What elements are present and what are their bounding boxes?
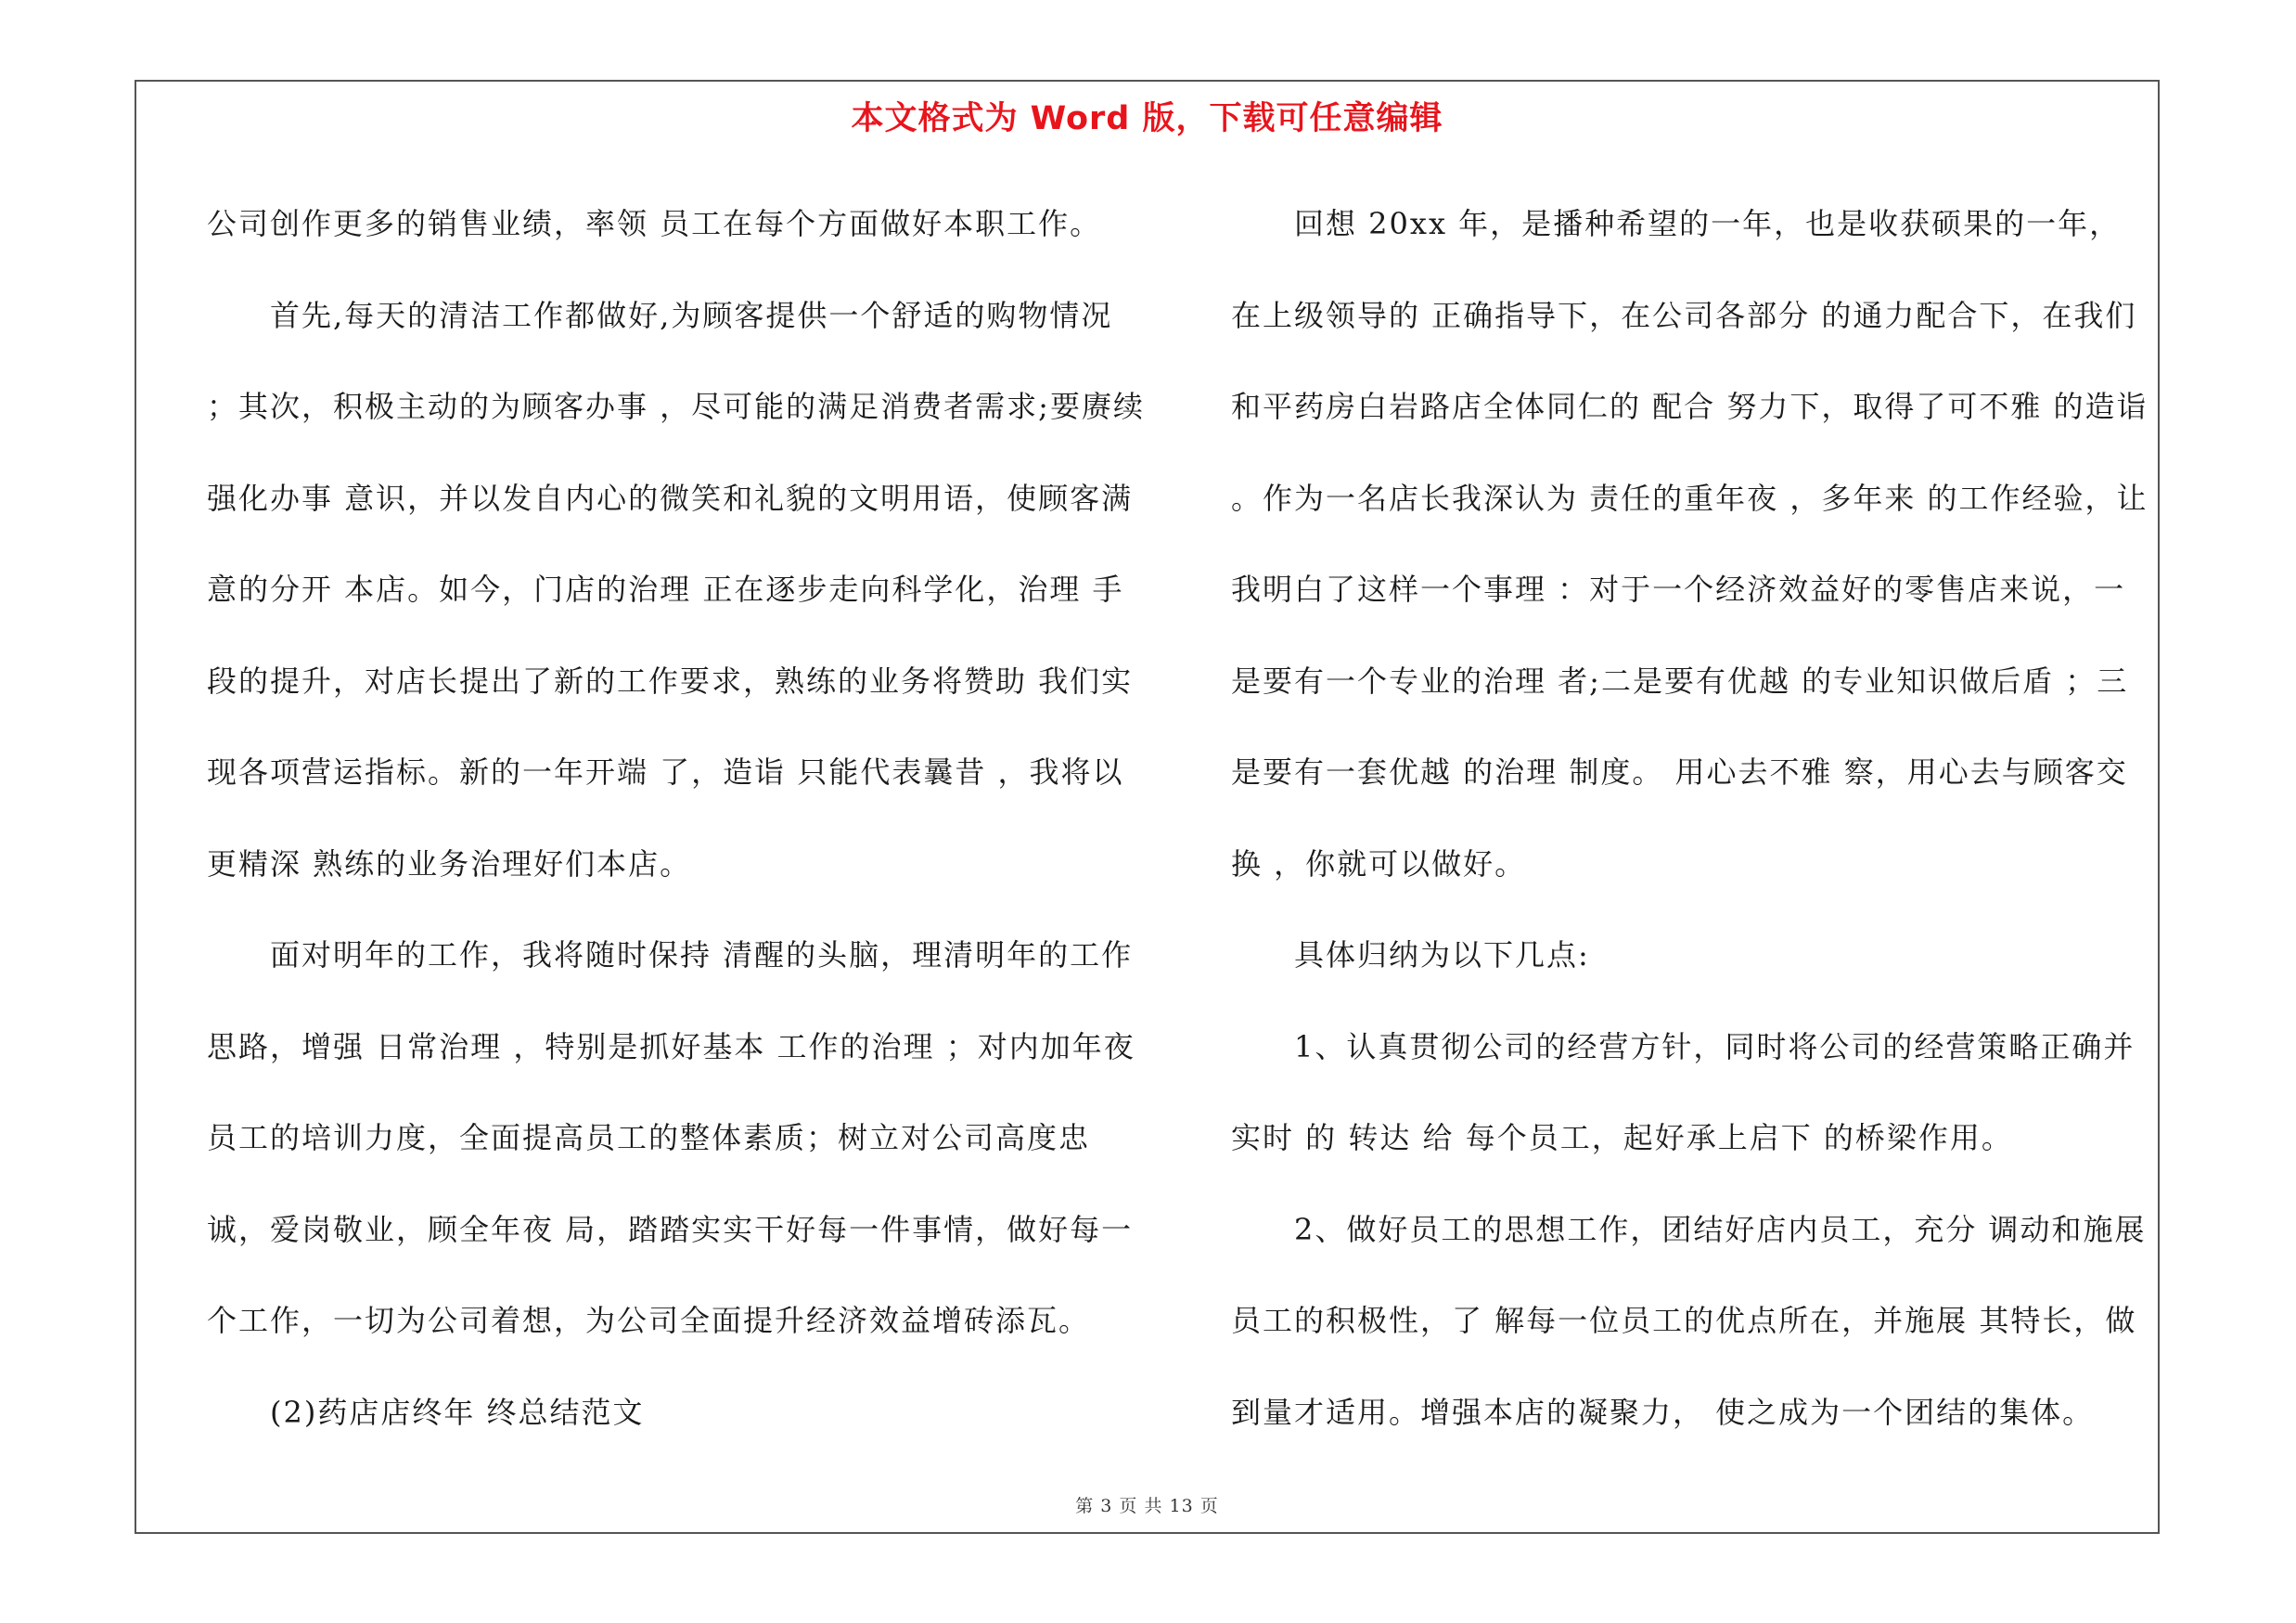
word-format-banner: 本文格式为 Word 版，下载可任意编辑: [851, 100, 1443, 137]
left-paragraph-1: 公司创作更多的销售业绩，率领 员工在每个方面做好本职工作。: [207, 206, 1102, 241]
left-paragraph-2: 首先,每天的清洁工作都做好,为顾客提供一个舒适的购物情况 ；其次，积极主动的为顾客办事 ，尽可能的满足消费者需求;要赓续强化办事 意识，并以发自内心的微笑和礼貌的文明用语，使顾客满意的分开 本店。如今，门店的治理 正在逐步走向科学化，治理 手段的提升，对店长提出了新的工作要求，熟练的业务将赞助 我们实现各项营运指标。新的一年开端 了，造诣 只能代表曩昔 ，我将以更精深 熟练的业务治理好们本店。: [207, 297, 1145, 882]
left-paragraph-3: 面对明年的工作，我将随时保持 清醒的头脑，理清明年的工作思路，增强 日常治理 ，特别是抓好基本 工作的治理 ；对内加年夜员工的培训力度，全面提高员工的整体素质；树立对公司高度忠诚，爱岗敬业，顾全年夜 局，踏踏实实干好每一件事情，做好每一个工作，一切为公司着想，为公司全面提升经济效益增砖添瓦。: [207, 937, 1135, 1338]
right-paragraph-1: 回想 20xx 年，是播种希望的一年，也是收获硕果的一年，在上级领导的 正确指导下，在公司各部分 的通力配合下，在我们和平药房白岩路店全体同仁的 配合 努力下，取得了可不雅 的造诣 。作为一名店长我深认为 责任的重年夜 ，多年来 的工作经验，让我明白了这样一个事理 ：对于一个经济效益好的零售店来说，一 是要有一个专业的治理 者;二是要有优越 的专业知识做后盾 ；三是要有一套优越 的治理 制度。 用心去不雅 察，用心去与顾客交换 ，你就可以做好。: [1231, 206, 2148, 882]
right-column: [1231, 178, 2149, 1458]
page-number-footer: 第 3 页 共 13 页: [1075, 1496, 1219, 1516]
right-paragraph-2: 具体归纳为以下几点:: [1294, 937, 1590, 973]
left-column: [207, 178, 1148, 1458]
right-paragraph-3: 1、认真贯彻公司的经营方针，同时将公司的经营策略正确并实时 的 转达 给 每个员工，起好承上启下 的桥梁作用。: [1231, 1028, 2136, 1155]
right-paragraph-4: 2、做好员工的思想工作，团结好店内员工，充分 调动和施展员工的积极性，了 解每一位员工的优点所在，并施展 其特长，做到量才适用。增强本店的凝聚力， 使之成为一个团结的集体。: [1231, 1211, 2147, 1430]
left-paragraph-4: (2)药店店终年 终总结范文: [270, 1394, 645, 1430]
document-page: [135, 80, 2160, 1534]
